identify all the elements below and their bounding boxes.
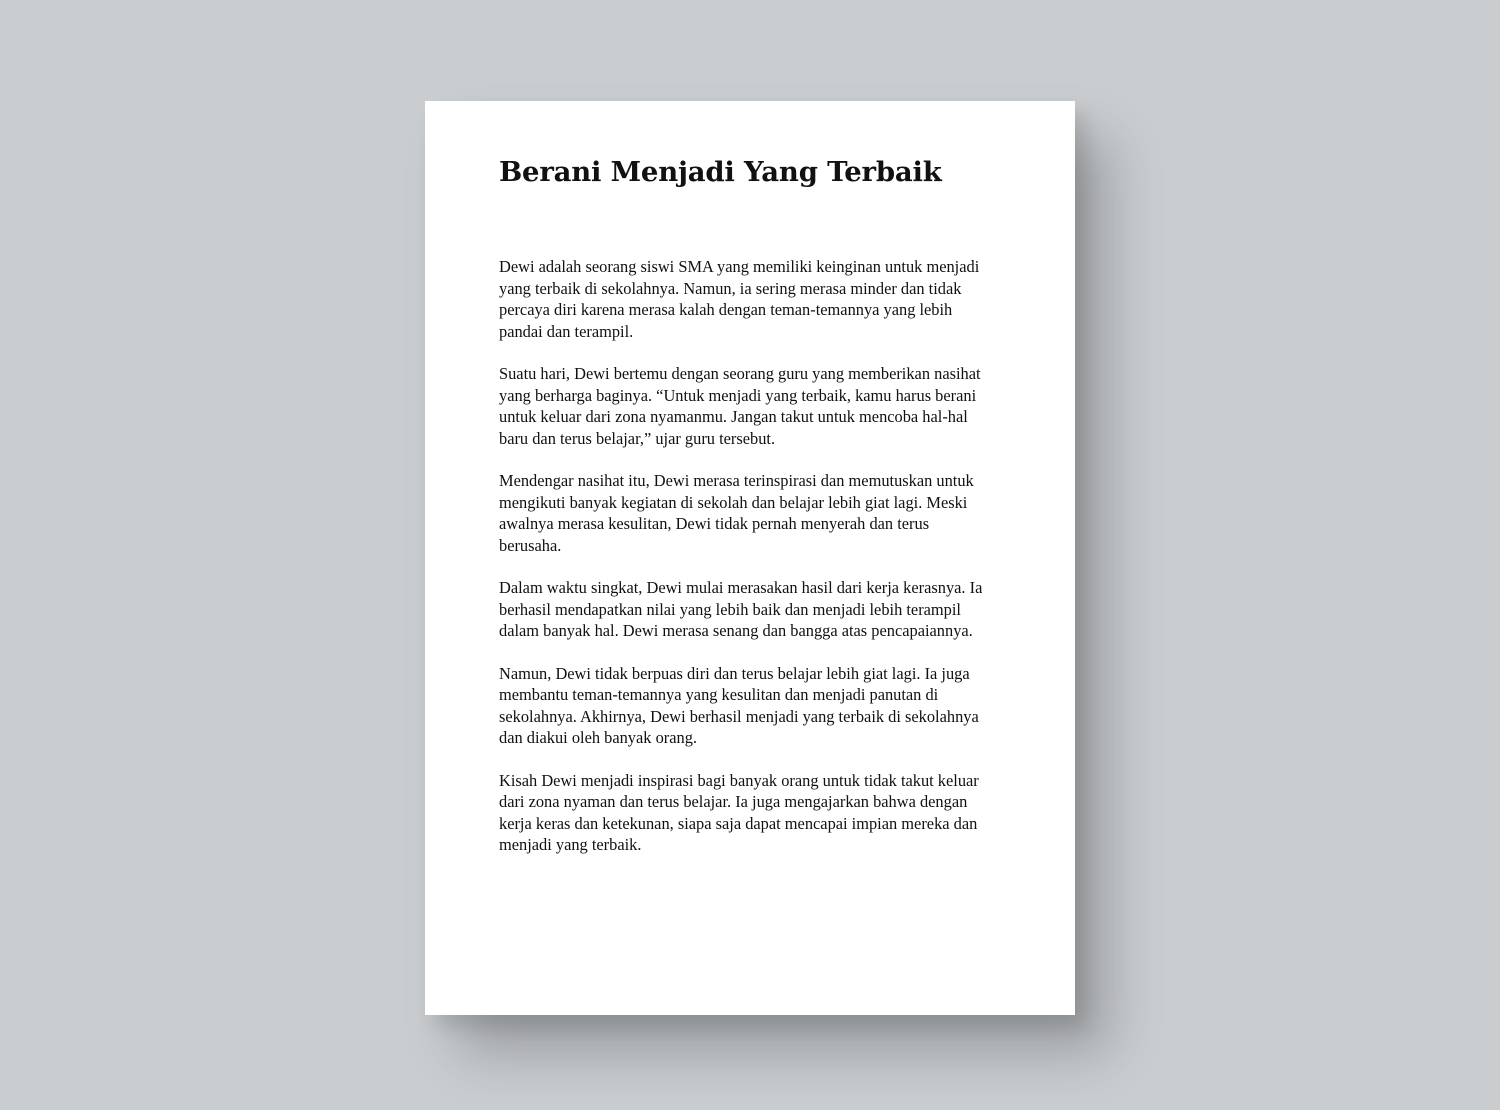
paragraph-line: Namun, Dewi tidak berpuas diri dan terus belajar lebih giat lagi. Ia juga [499,663,970,683]
paragraph-line: dalam banyak hal. Dewi merasa senang dan bangga atas pencapaiannya. [499,621,973,640]
paragraph-line: mengikuti banyak kegiatan di sekolah dan belajar lebih giat lagi. Meski [499,492,968,512]
paragraph-line: baru dan terus belajar,” ujar guru tersebut. [499,428,776,448]
paragraph-1 [499,256,1009,342]
document-title: Berani Menjadi Yang Terbaik [499,156,942,188]
paragraph-line: Mendengar nasihat itu, Dewi merasa terinspirasi dan memutuskan untuk [499,471,974,490]
paragraph-line: kerja keras dan ketekunan, siapa saja dapat mencapai impian mereka dan [499,813,978,833]
paragraph-line: Dewi adalah seorang siswi SMA yang memiliki keinginan untuk menjadi [499,257,980,276]
paragraph-4 [499,577,1009,642]
paragraph-line: awalnya merasa kesulitan, Dewi tidak pernah menyerah dan terus [499,514,930,533]
paragraph-line: percaya diri karena merasa kalah dengan teman-temannya yang lebih [499,300,953,319]
paragraph-line: yang berharga baginya. “Untuk menjadi yang terbaik, kamu harus berani [499,385,977,405]
document-body [499,256,1009,877]
paragraph-line: sekolahnya. Akhirnya, Dewi berhasil menjadi yang terbaik di sekolahnya [499,706,979,726]
paragraph-line: berhasil mendapatkan nilai yang lebih baik dan menjadi lebih terampil [499,599,961,619]
paragraph-3 [499,470,1009,556]
paragraph-line: dari zona nyaman dan terus belajar. Ia juga mengajarkan bahwa dengan [499,792,968,811]
paragraph-line: membantu teman-temannya yang kesulitan dan menjadi panutan di [499,685,939,704]
paragraph-6 [499,770,1009,856]
paragraph-line: untuk keluar dari zona nyamanmu. Jangan takut untuk mencoba hal-hal [499,407,968,426]
paragraph-line: Dalam waktu singkat, Dewi mulai merasakan hasil dari kerja kerasnya. Ia [499,578,983,597]
document-page [425,101,1075,1015]
paragraph-2 [499,363,1009,449]
paragraph-line: Kisah Dewi menjadi inspirasi bagi banyak orang untuk tidak takut keluar [499,770,979,790]
paragraph-line: Suatu hari, Dewi bertemu dengan seorang guru yang memberikan nasihat [499,364,981,383]
paragraph-line: dan diakui oleh banyak orang. [499,728,697,747]
paragraph-line: yang terbaik di sekolahnya. Namun, ia sering merasa minder dan tidak [499,278,962,298]
paragraph-line: berusaha. [499,535,562,555]
paragraph-5 [499,663,1009,749]
paragraph-line: menjadi yang terbaik. [499,835,642,854]
paragraph-line: pandai dan terampil. [499,321,634,341]
